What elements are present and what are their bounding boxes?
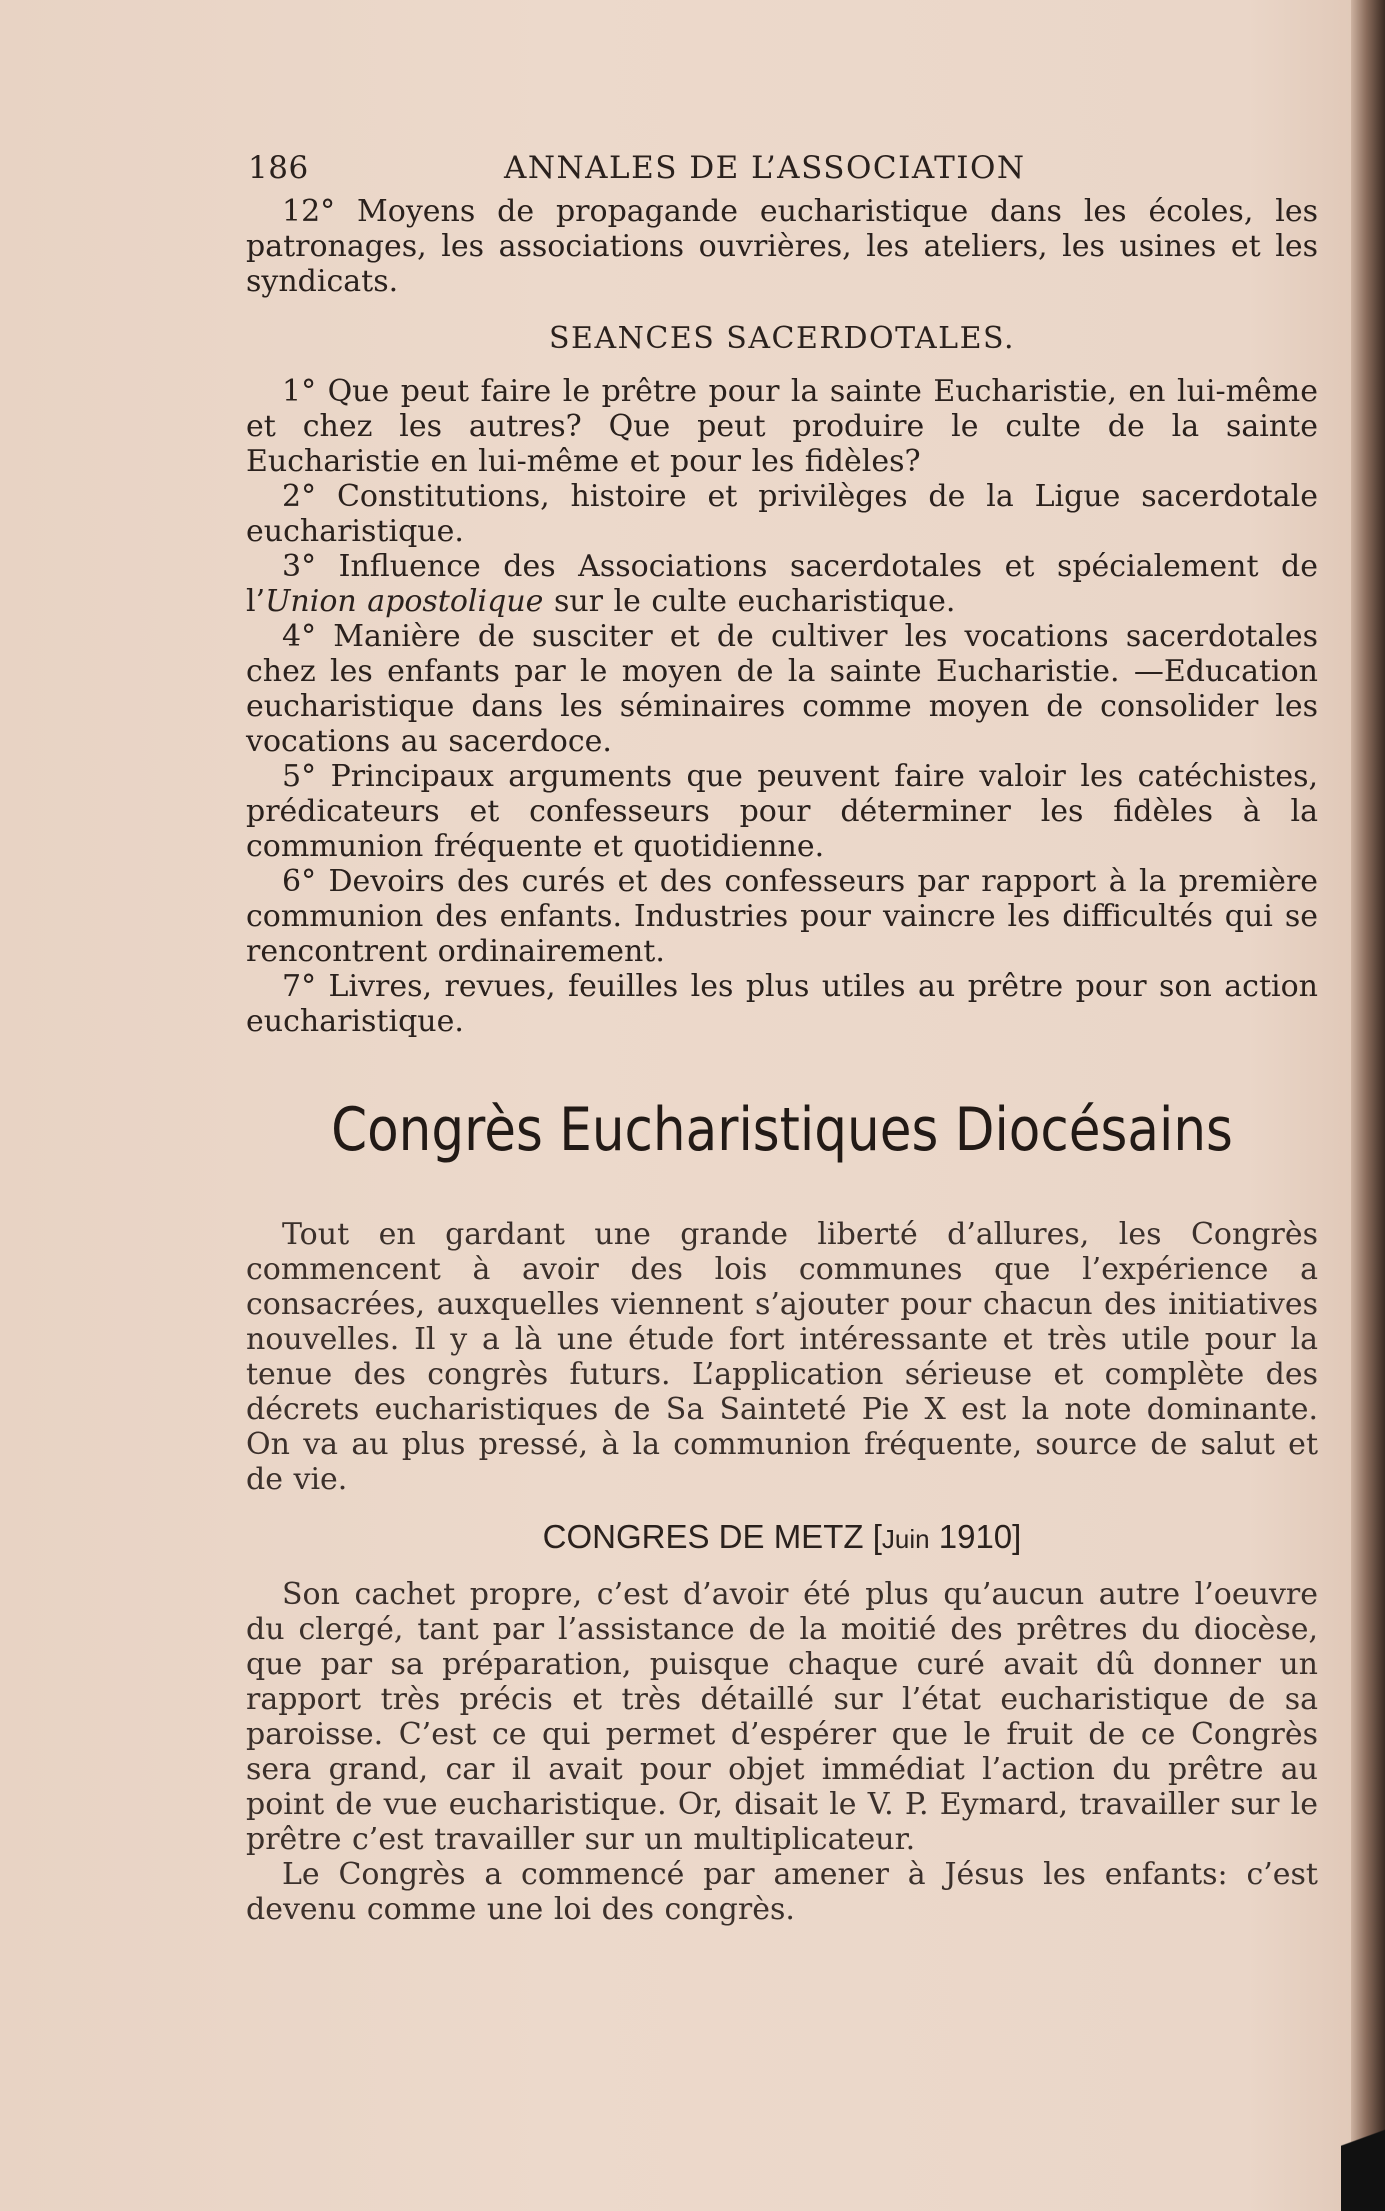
seance-item-7: 7° Livres, revues, feuilles les plus utiles au prêtre pour son action eucharistique. [246,969,1318,1039]
seance-item-2: 2° Constitutions, histoire et privilèges de la Ligue sacerdotale eucharistique. [246,479,1318,549]
metz-paragraph-1: Son cachet propre, c’est d’avoir été plus qu’aucun autre l’oeuvre du clergé, tant par l’assistance de la moitié des prêtres du diocèse, que par sa préparation, puisque chaque curé avait dû donner un rapport très précis et très détaillé sur l’état eucharistique de sa paroisse. C’est ce qui permet d’espérer que le fruit de ce Congrès sera grand, car il avait pour objet immédiat l’action du prêtre au point de vue eucharistique. Or, disait le V. P. Eymard, travailler sur le prêtre c’est travailler sur un multiplicateur. [246,1577,1318,1857]
seance-item-3-after: sur le culte eucharistique. [543,584,956,619]
metz-date-open: [ [872,1518,882,1555]
page-content [246,150,1318,1927]
page-edge-shadow [1351,0,1385,2211]
seance-item-3 [246,549,1318,619]
congres-intro: Tout en gardant une grande liberté d’allures, les Congrès commencent à avoir des lois communes que l’expérience a consacrées, auxquelles viennent s’ajouter pour chacun des initiatives nouvelles. Il y a là une étude fort intéressante et très utile pour la tenue des congrès futurs. L’application sérieuse et complète des décrets eucharistiques de Sa Sainteté Pie X est la note dominante. On va au plus pressé, à la communion fréquente, source de salut et de vie. [246,1217,1318,1497]
metz-paragraph-2: Le Congrès a commencé par amener à Jésus les enfants: c’est devenu comme une loi des congrès. [246,1857,1318,1927]
metz-date [873,1518,1022,1555]
running-header [246,150,1318,194]
running-title: ANNALES DE L’ASSOCIATION [504,150,1026,186]
seance-item-3-before: 3° Influence des Associations sacerdotales et spécialement de l’ [246,549,1318,619]
seance-item-4: 4° Manière de susciter et de cultiver les vocations sacerdotales chez les enfants par le moyen de la sainte Eucharistie. —Education eucharistique dans les séminaires comme moyen de consolider les vocations au sacerdoce. [246,619,1318,759]
metz-heading [246,1517,1318,1559]
metz-date-month: Juin [881,1524,930,1554]
metz-date-year: 1910 [938,1518,1013,1555]
page-corner-shadow [1341,2101,1385,2211]
metz-heading-text: CONGRES DE METZ [542,1518,864,1555]
metz-date-close: ] [1012,1518,1022,1555]
seance-item-1: 1° Que peut faire le prêtre pour la sainte Eucharistie, en lui-même et chez les autres? Que peut produire le culte de la sainte Eucharistie en lui-même et pour les fidèles? [246,374,1318,479]
seances-heading: SEANCES SACERDOTALES. [549,321,1015,356]
union-apostolique-italic: Union apostolique [265,584,544,619]
seance-item-6: 6° Devoirs des curés et des confesseurs par rapport à la première communion des enfants. Industries pour vaincre les difficultés qui se rencontrent ordinairement. [246,864,1318,969]
page-number: 186 [248,150,309,186]
congres-title: Congrès Eucharistiques Diocésains [331,1095,1233,1165]
intro-item-12: 12° Moyens de propagande eucharistique dans les écoles, les patronages, les associations ouvrières, les ateliers, les usines et les syndicats. [246,194,1318,299]
seance-item-5: 5° Principaux arguments que peuvent faire valoir les catéchistes, prédicateurs et confesseurs pour déterminer les fidèles à la communion fréquente et quotidienne. [246,759,1318,864]
